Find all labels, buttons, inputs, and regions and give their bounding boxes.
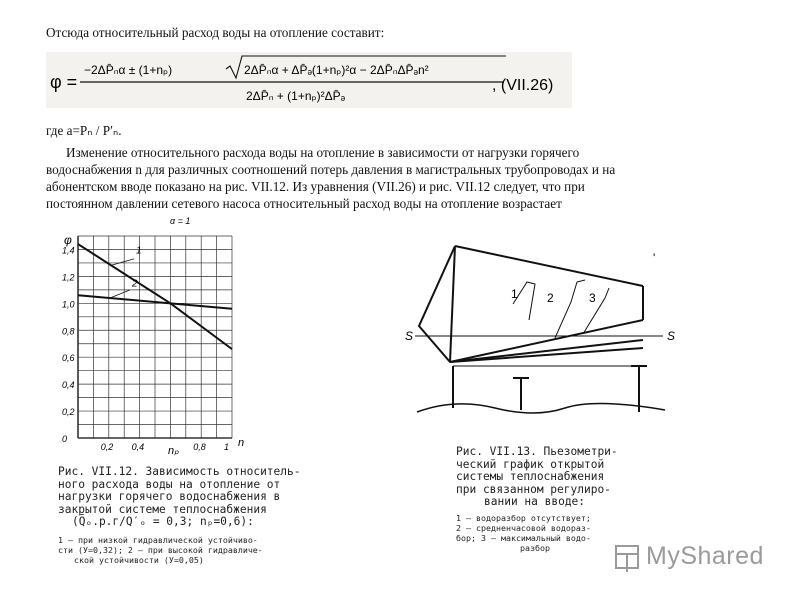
watermark-logo-icon	[612, 540, 642, 574]
curve-label-1: 1	[136, 245, 142, 257]
para-line-4: постоянном давлении сетевого насоса относительный расход воды на отопление возрастает	[46, 196, 562, 211]
fig12-caption-line: закрытой системе теплоснабжения	[58, 502, 267, 516]
fig13-caption-line: вании на вводе:	[484, 495, 586, 509]
fig12-caption-line: ного расхода воды на отопление от	[58, 477, 281, 491]
fig12-caption-line: (Q̄ₒ.р.г/Q′ₒ = 0,3; nₚ=0,6):	[72, 515, 254, 529]
x-tick-label: 0,8	[193, 442, 206, 452]
y-tick-label: 1,4	[62, 245, 75, 256]
line-label-2: 2	[547, 291, 554, 305]
fig13-legend-line: бор; 3 — максимальный водо-	[456, 532, 591, 543]
watermark-text: MyShared	[646, 542, 764, 570]
x-tick-label: 1	[224, 442, 230, 452]
intro-text: Отсюда относительный расход воды на отопление составит:	[46, 25, 385, 40]
figure-vii-13-caption	[456, 446, 656, 553]
formula-svg	[46, 52, 576, 112]
chart-grid	[78, 236, 232, 438]
watermark	[612, 540, 782, 576]
curve-label-2: 2	[132, 278, 138, 290]
fig13-legend-line: 2 — средненчасовой водораз-	[456, 522, 591, 533]
fig13-caption-line: Рис. VII.13. Пьезометри-	[456, 445, 618, 458]
fig13-caption-line: системы теплоснабжения	[456, 470, 605, 484]
decorative-mark: '	[653, 251, 656, 265]
formula-radicand: 2ΔP̄ₙα + ΔP̄ₔ(1+nₚ)²α − 2ΔP̄ₙΔP̄ₔn²	[244, 63, 429, 77]
x-tick-label: 0,4	[131, 442, 145, 452]
curve-leader-2	[110, 290, 130, 298]
y-tick-label: 0,8	[62, 326, 75, 337]
fig12-caption-line: Рис. VII.12. Зависимость относитель-	[58, 465, 301, 478]
figure-vii-13-diagram	[395, 240, 685, 440]
fig13-caption-line: при связанном регулиро-	[456, 482, 611, 496]
figure-vii-12-chart	[40, 214, 255, 464]
leader-3	[583, 288, 609, 334]
para-line-1: Изменение относительного расхода воды на отопление в зависимости от нагрузки горячего	[66, 145, 580, 160]
np-label: nₚ	[168, 445, 179, 457]
fig12-legend-line: сти (У=0,32); 2 — при высокой гидравличе-	[58, 544, 263, 555]
fig13-legend-line: 1 — водоразбор отсутствует;	[456, 512, 591, 523]
y-axis-label: φ	[64, 233, 72, 247]
y-tick-label: 1,2	[62, 272, 75, 283]
para-line-3: абонентском вводе показано на рис. VII.12. Из уравнения (VII.26) и рис. VII.12 следует, что при	[46, 179, 585, 194]
where-line: где a=Pₙ / P′ₙ.	[46, 123, 122, 138]
formula-denominator: 2ΔP̄ₙ + (1+nₚ)²ΔP̄ₔ	[246, 89, 346, 103]
fig12-caption-line: нагрузки горячего водоснабжения в	[58, 490, 281, 504]
y-tick-label: 0,2	[62, 407, 75, 418]
ground-line	[417, 403, 665, 413]
fig12-legend-line: 1 — при низкой гидравлической устойчиво-	[58, 534, 258, 545]
formula-lhs: φ =	[50, 72, 78, 92]
para-line-2: водоснабжения n для различных соотношений потерь давления в магистральных трубопроводах и на	[46, 162, 616, 177]
y-tick-label: 0,6	[62, 353, 75, 364]
alpha-label: α = 1	[170, 216, 191, 226]
formula-numerator: −2ΔP̄ₙα ± (1+nₚ)	[84, 63, 173, 77]
x-tick-label: 0,2	[100, 442, 114, 452]
fig13-legend-line: разбор	[520, 542, 550, 553]
leader-2	[555, 280, 585, 338]
y-tick-label: 1,0	[62, 299, 75, 310]
s-label-left: S	[405, 329, 414, 343]
fig13-caption-line: ческий график открытой	[456, 457, 605, 471]
line-label-1: 1	[511, 287, 518, 301]
y-tick-label: 0,4	[62, 380, 75, 391]
fig12-legend-line: ской устойчивости (У=0,05)	[74, 554, 204, 565]
x-axis-label: n	[238, 437, 245, 449]
curve-leader-1	[110, 259, 134, 266]
figure-vii-12-caption	[58, 465, 301, 565]
y-tick-label: 0	[62, 434, 68, 444]
line-label-3: 3	[589, 291, 596, 305]
s-label-right: S	[667, 329, 676, 343]
top-line	[455, 246, 643, 286]
formula-number: , (VII.26)	[492, 77, 554, 94]
vertical-line	[450, 246, 455, 362]
